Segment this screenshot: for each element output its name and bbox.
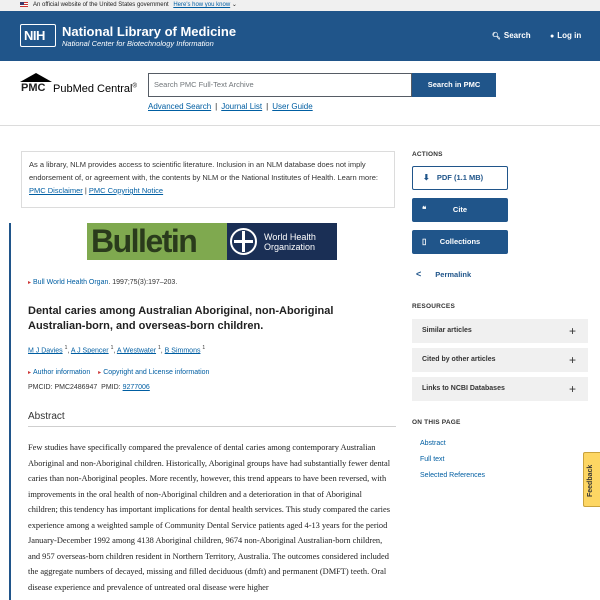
plus-icon: + bbox=[568, 324, 576, 338]
us-flag-icon bbox=[20, 2, 28, 7]
nih-logo[interactable] bbox=[20, 24, 56, 47]
pmc-disclaimer-link[interactable]: PMC Disclaimer bbox=[29, 186, 83, 195]
triangle-right-icon: ▸ bbox=[28, 370, 32, 376]
author-link[interactable]: B Simmons bbox=[164, 347, 201, 355]
collections-button[interactable] bbox=[412, 230, 508, 254]
permalink-button[interactable] bbox=[416, 269, 471, 279]
pmcid: PMCID: PMC2486947 bbox=[28, 384, 98, 391]
org-title[interactable]: National Library of Medicine bbox=[62, 24, 237, 39]
login-button[interactable] bbox=[550, 31, 581, 40]
pdf-label: PDF (1.1 MB) bbox=[436, 173, 484, 182]
user-icon: ● bbox=[550, 33, 555, 40]
copyright-license-toggle[interactable]: Copyright and License information bbox=[103, 369, 210, 376]
triangle-right-icon: ▸ bbox=[28, 280, 32, 286]
journal-link[interactable]: Bull World Health Organ bbox=[33, 279, 109, 286]
separator: | bbox=[84, 186, 87, 195]
heres-how-you-know-link[interactable]: Here's how you know bbox=[173, 2, 231, 8]
disclaimer-text: As a library, NLM provides access to scientific literature. Inclusion in an NLM database does not imply endorsement of, or agreement with, the contents by NLM or the National Institutes of Health. bbox=[29, 160, 366, 182]
learn-more-label: Learn more: bbox=[337, 173, 378, 182]
pmc-logo-name-text: PubMed Central bbox=[53, 83, 133, 95]
pmc-registered-mark: ® bbox=[132, 83, 137, 90]
similar-articles-accordion[interactable] bbox=[412, 319, 588, 343]
pmc-logo-name bbox=[53, 83, 137, 95]
abstract-text: Few studies have specifically compared the prevalence of dental caries among contemporary Australian Aboriginal and non-Aboriginal children. Historically, Aboriginal groups have had substantially fewer dental caries than non-Aboriginal peoples. More recently, however, this trend appears to have been reversed, with improvements in the oral health of non-Aboriginal children and a deterioration in that of Aboriginal children; this tendency has important implications for dental health services. This study compared the caries experience among a weighted sample of Community Dental Service patients aged 4-13 years for the period January-December 1992 among 4138 Aboriginal children, 9674 non-Aboriginal Australian-born children, and 957 overseas-born children resident in Northern Territory, Australia. The outcomes considered included the aggregate numbers of decayed, missing and filled deciduous (dmft) and permanent (DMFT) teeth. Oral disease experience and prevalence of untreated oral disease were higher bbox=[28, 443, 391, 592]
pmc-search-bar bbox=[0, 61, 600, 126]
pmc-search-input[interactable]: Search PMC Full-Text Archive bbox=[148, 73, 412, 97]
quote-icon: ❝ bbox=[422, 205, 427, 214]
bulletin-word: Bulletin bbox=[91, 223, 197, 259]
share-icon: < bbox=[416, 269, 422, 279]
who-name: World Health Organization bbox=[264, 232, 316, 252]
accordion-label: Similar articles bbox=[422, 327, 472, 334]
article-ids bbox=[28, 384, 150, 391]
ncbi-links-accordion[interactable] bbox=[412, 377, 588, 401]
pmc-logo[interactable] bbox=[20, 73, 140, 99]
gov-banner-text: An official website of the United States government bbox=[33, 2, 169, 8]
chevron-down-icon: ⌄ bbox=[230, 2, 237, 8]
journal-banner[interactable] bbox=[87, 223, 337, 260]
author-affiliation: 1 bbox=[110, 345, 114, 351]
plus-icon: + bbox=[568, 353, 576, 367]
bulletin-wordmark bbox=[87, 223, 227, 260]
author-link[interactable]: A Westwater bbox=[116, 347, 157, 355]
download-icon: ⬇︎ bbox=[423, 173, 430, 182]
toc-link-references[interactable]: Selected References bbox=[420, 472, 485, 479]
header-search-button[interactable] bbox=[492, 31, 531, 40]
author-link[interactable]: A J Spencer bbox=[70, 347, 109, 355]
separator: | bbox=[266, 102, 269, 111]
author-affiliation: 1 bbox=[64, 345, 68, 351]
article-title: Dental caries among Australian Aboriginal, non-Aboriginal Australian-born, and overseas-born children. bbox=[28, 305, 334, 332]
author-affiliation: 1 bbox=[158, 345, 161, 351]
pdf-button[interactable] bbox=[412, 166, 508, 190]
gov-banner bbox=[0, 0, 600, 11]
article-sidebar bbox=[412, 126, 588, 600]
login-label: Log in bbox=[557, 31, 582, 40]
pmc-copyright-link[interactable]: PMC Copyright Notice bbox=[88, 186, 164, 195]
plus-icon: + bbox=[568, 382, 576, 396]
nih-logo-text: NIH bbox=[24, 28, 45, 43]
nlm-disclaimer bbox=[21, 151, 395, 208]
author-affiliation: 1 bbox=[202, 345, 206, 351]
accordion-label: Links to NCBI Databases bbox=[422, 385, 505, 392]
pmc-search-button[interactable]: Search in PMC bbox=[412, 73, 496, 97]
actions-title: ACTIONS bbox=[412, 151, 443, 158]
site-header bbox=[0, 11, 600, 61]
author-information-toggle[interactable]: Author information bbox=[33, 369, 91, 376]
search-icon: 🔍︎ bbox=[492, 33, 501, 40]
pmid-label: PMID: bbox=[101, 384, 121, 391]
main-content bbox=[0, 126, 600, 600]
pmc-roof-icon bbox=[20, 73, 52, 82]
info-links bbox=[28, 369, 215, 376]
collections-label: Collections bbox=[439, 237, 481, 246]
on-this-page-title: ON THIS PAGE bbox=[412, 419, 461, 426]
journal-list-link[interactable]: Journal List bbox=[221, 102, 263, 111]
header-search-label: Search bbox=[503, 31, 531, 40]
separator: | bbox=[215, 102, 218, 111]
resources-title: RESOURCES bbox=[412, 303, 455, 310]
org-subtitle: National Center for Biotechnology Information bbox=[62, 39, 214, 48]
citation-details: . 1997;75(3):197–203. bbox=[108, 279, 178, 286]
who-emblem-icon bbox=[230, 228, 257, 255]
cited-by-accordion[interactable] bbox=[412, 348, 588, 372]
pmc-logo-word: PMC bbox=[21, 82, 46, 94]
triangle-right-icon: ▸ bbox=[98, 370, 102, 376]
abstract-heading: Abstract bbox=[28, 411, 396, 427]
feedback-label: Feedback bbox=[587, 464, 594, 497]
article-left-rule bbox=[9, 223, 11, 600]
toc-link-abstract[interactable]: Abstract bbox=[420, 440, 446, 447]
permalink-label: Permalink bbox=[435, 270, 472, 279]
author-link[interactable]: M J Davies bbox=[28, 347, 63, 355]
toc-link-full-text[interactable]: Full text bbox=[420, 456, 445, 463]
cite-button[interactable] bbox=[412, 198, 508, 222]
accordion-label: Cited by other articles bbox=[422, 356, 496, 363]
feedback-tab[interactable] bbox=[583, 452, 600, 507]
author-list: M J Davies $^1$, A J Spencer $^1$, A Westwater $^1$, B Simmons $^1$ bbox=[28, 345, 206, 355]
cite-label: Cite bbox=[452, 205, 468, 214]
advanced-search-link[interactable]: Advanced Search bbox=[148, 102, 212, 111]
search-links bbox=[148, 102, 313, 111]
citation-line bbox=[28, 279, 177, 286]
pmid-link[interactable]: 9277006 bbox=[122, 384, 150, 391]
bookmark-icon: ▯ bbox=[422, 237, 427, 246]
user-guide-link[interactable]: User Guide bbox=[272, 102, 313, 111]
